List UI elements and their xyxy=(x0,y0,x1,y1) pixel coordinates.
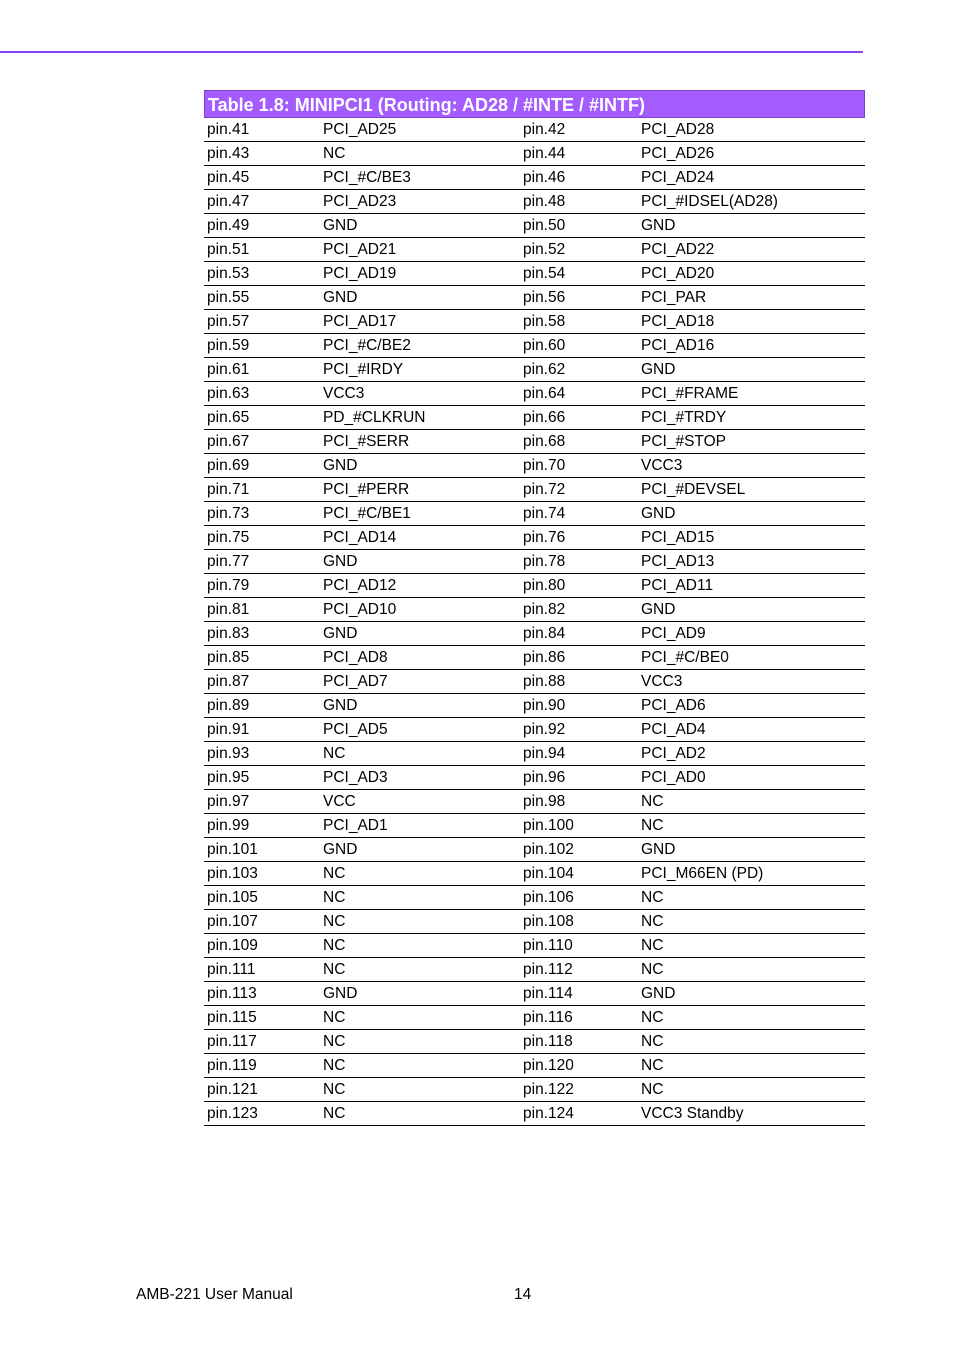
signal-right-cell: PCI_#C/BE0 xyxy=(638,646,865,670)
signal-left-cell: PCI_AD7 xyxy=(320,670,520,694)
table-row xyxy=(204,502,865,526)
pin-left-cell: pin.85 xyxy=(204,646,320,670)
pin-left-cell: pin.115 xyxy=(204,1006,320,1030)
signal-left-cell: PCI_#C/BE1 xyxy=(320,502,520,526)
signal-right-cell: PCI_AD0 xyxy=(638,766,865,790)
table-row xyxy=(204,382,865,406)
pin-right-cell: pin.84 xyxy=(520,622,638,646)
signal-right-cell: PCI_AD20 xyxy=(638,262,865,286)
pin-left-cell: pin.87 xyxy=(204,670,320,694)
pin-left-cell: pin.71 xyxy=(204,478,320,502)
table-row xyxy=(204,742,865,766)
signal-right-cell: NC xyxy=(638,814,865,838)
pin-right-cell: pin.116 xyxy=(520,1006,638,1030)
signal-left-cell: GND xyxy=(320,550,520,574)
pin-right-cell: pin.52 xyxy=(520,238,638,262)
pin-left-cell: pin.69 xyxy=(204,454,320,478)
signal-left-cell: GND xyxy=(320,982,520,1006)
signal-right-cell: PCI_#STOP xyxy=(638,430,865,454)
signal-left-cell: GND xyxy=(320,286,520,310)
signal-left-cell: GND xyxy=(320,622,520,646)
pin-left-cell: pin.51 xyxy=(204,238,320,262)
signal-left-cell: NC xyxy=(320,1102,520,1126)
signal-left-cell: NC xyxy=(320,910,520,934)
signal-left-cell: PCI_AD25 xyxy=(320,118,520,142)
signal-right-cell: PCI_AD15 xyxy=(638,526,865,550)
pin-left-cell: pin.53 xyxy=(204,262,320,286)
page-number: 14 xyxy=(514,1286,532,1303)
signal-right-cell: PCI_#IDSEL(AD28) xyxy=(638,190,865,214)
table-row xyxy=(204,958,865,982)
table-row xyxy=(204,862,865,886)
pin-right-cell: pin.96 xyxy=(520,766,638,790)
pin-left-cell: pin.75 xyxy=(204,526,320,550)
table-row xyxy=(204,1030,865,1054)
pin-left-cell: pin.105 xyxy=(204,886,320,910)
pin-right-cell: pin.82 xyxy=(520,598,638,622)
pin-right-cell: pin.94 xyxy=(520,742,638,766)
table-row xyxy=(204,190,865,214)
signal-left-cell: VCC xyxy=(320,790,520,814)
pin-left-cell: pin.61 xyxy=(204,358,320,382)
table-row xyxy=(204,766,865,790)
pin-left-cell: pin.83 xyxy=(204,622,320,646)
signal-right-cell: PCI_PAR xyxy=(638,286,865,310)
pin-right-cell: pin.120 xyxy=(520,1054,638,1078)
table-row xyxy=(204,478,865,502)
pin-right-cell: pin.92 xyxy=(520,718,638,742)
pin-right-cell: pin.76 xyxy=(520,526,638,550)
pin-right-cell: pin.100 xyxy=(520,814,638,838)
signal-right-cell: NC xyxy=(638,1078,865,1102)
pin-right-cell: pin.64 xyxy=(520,382,638,406)
signal-right-cell: NC xyxy=(638,934,865,958)
signal-right-cell: PCI_AD11 xyxy=(638,574,865,598)
table-row xyxy=(204,790,865,814)
signal-right-cell: GND xyxy=(638,214,865,238)
signal-right-cell: PCI_AD2 xyxy=(638,742,865,766)
table-row xyxy=(204,814,865,838)
signal-left-cell: PCI_AD5 xyxy=(320,718,520,742)
pin-right-cell: pin.110 xyxy=(520,934,638,958)
pin-left-cell: pin.77 xyxy=(204,550,320,574)
signal-right-cell: PCI_AD18 xyxy=(638,310,865,334)
pin-right-cell: pin.124 xyxy=(520,1102,638,1126)
pin-left-cell: pin.47 xyxy=(204,190,320,214)
signal-right-cell: PCI_AD6 xyxy=(638,694,865,718)
pin-right-cell: pin.70 xyxy=(520,454,638,478)
minipci-pin-table xyxy=(204,90,865,1126)
table-row xyxy=(204,406,865,430)
pin-right-cell: pin.54 xyxy=(520,262,638,286)
signal-right-cell: GND xyxy=(638,502,865,526)
pin-left-cell: pin.113 xyxy=(204,982,320,1006)
pin-right-cell: pin.42 xyxy=(520,118,638,142)
signal-left-cell: PCI_AD12 xyxy=(320,574,520,598)
table-row xyxy=(204,982,865,1006)
pin-right-cell: pin.44 xyxy=(520,142,638,166)
pin-right-cell: pin.106 xyxy=(520,886,638,910)
signal-left-cell: GND xyxy=(320,214,520,238)
signal-left-cell: PCI_#C/BE3 xyxy=(320,166,520,190)
signal-left-cell: PCI_AD10 xyxy=(320,598,520,622)
pin-right-cell: pin.104 xyxy=(520,862,638,886)
signal-left-cell: GND xyxy=(320,454,520,478)
pin-left-cell: pin.63 xyxy=(204,382,320,406)
table-row xyxy=(204,694,865,718)
table-row xyxy=(204,646,865,670)
signal-left-cell: PCI_#C/BE2 xyxy=(320,334,520,358)
signal-right-cell: GND xyxy=(638,838,865,862)
table-row xyxy=(204,262,865,286)
table-row xyxy=(204,334,865,358)
table-row xyxy=(204,934,865,958)
table-row xyxy=(204,310,865,334)
pin-left-cell: pin.59 xyxy=(204,334,320,358)
pin-left-cell: pin.81 xyxy=(204,598,320,622)
pin-left-cell: pin.57 xyxy=(204,310,320,334)
table-row xyxy=(204,1054,865,1078)
pin-right-cell: pin.66 xyxy=(520,406,638,430)
pin-left-cell: pin.97 xyxy=(204,790,320,814)
table-row xyxy=(204,286,865,310)
signal-right-cell: PCI_M66EN (PD) xyxy=(638,862,865,886)
signal-left-cell: PCI_AD21 xyxy=(320,238,520,262)
signal-left-cell: NC xyxy=(320,886,520,910)
signal-right-cell: VCC3 Standby xyxy=(638,1102,865,1126)
signal-right-cell: PCI_AD26 xyxy=(638,142,865,166)
pin-right-cell: pin.68 xyxy=(520,430,638,454)
table-row xyxy=(204,1006,865,1030)
pin-right-cell: pin.74 xyxy=(520,502,638,526)
signal-right-cell: PCI_AD16 xyxy=(638,334,865,358)
signal-right-cell: PCI_#TRDY xyxy=(638,406,865,430)
signal-right-cell: PCI_#DEVSEL xyxy=(638,478,865,502)
signal-left-cell: PCI_AD19 xyxy=(320,262,520,286)
pin-left-cell: pin.107 xyxy=(204,910,320,934)
table-row xyxy=(204,622,865,646)
pin-left-cell: pin.109 xyxy=(204,934,320,958)
pin-left-cell: pin.101 xyxy=(204,838,320,862)
pin-left-cell: pin.79 xyxy=(204,574,320,598)
pin-right-cell: pin.122 xyxy=(520,1078,638,1102)
header-rule xyxy=(0,51,863,53)
signal-left-cell: NC xyxy=(320,1054,520,1078)
pin-right-cell: pin.62 xyxy=(520,358,638,382)
signal-left-cell: PCI_AD8 xyxy=(320,646,520,670)
pin-left-cell: pin.91 xyxy=(204,718,320,742)
pin-right-cell: pin.102 xyxy=(520,838,638,862)
table-row xyxy=(204,118,865,142)
pin-left-cell: pin.41 xyxy=(204,118,320,142)
table-row xyxy=(204,886,865,910)
pin-left-cell: pin.123 xyxy=(204,1102,320,1126)
signal-right-cell: PCI_AD24 xyxy=(638,166,865,190)
pin-right-cell: pin.50 xyxy=(520,214,638,238)
table-row xyxy=(204,1078,865,1102)
pin-left-cell: pin.65 xyxy=(204,406,320,430)
pin-right-cell: pin.46 xyxy=(520,166,638,190)
pin-left-cell: pin.99 xyxy=(204,814,320,838)
pin-left-cell: pin.55 xyxy=(204,286,320,310)
table-row xyxy=(204,718,865,742)
pin-right-cell: pin.80 xyxy=(520,574,638,598)
pin-left-cell: pin.103 xyxy=(204,862,320,886)
pin-right-cell: pin.58 xyxy=(520,310,638,334)
signal-left-cell: PD_#CLKRUN xyxy=(320,406,520,430)
signal-right-cell: NC xyxy=(638,1006,865,1030)
pin-left-cell: pin.49 xyxy=(204,214,320,238)
pin-left-cell: pin.43 xyxy=(204,142,320,166)
signal-right-cell: NC xyxy=(638,1054,865,1078)
table-row xyxy=(204,238,865,262)
pin-right-cell: pin.118 xyxy=(520,1030,638,1054)
signal-left-cell: PCI_AD3 xyxy=(320,766,520,790)
pin-right-cell: pin.88 xyxy=(520,670,638,694)
pin-right-cell: pin.56 xyxy=(520,286,638,310)
pin-left-cell: pin.73 xyxy=(204,502,320,526)
table-row xyxy=(204,550,865,574)
pin-right-cell: pin.114 xyxy=(520,982,638,1006)
signal-left-cell: PCI_#SERR xyxy=(320,430,520,454)
pin-left-cell: pin.121 xyxy=(204,1078,320,1102)
signal-left-cell: VCC3 xyxy=(320,382,520,406)
signal-right-cell: NC xyxy=(638,910,865,934)
pin-right-cell: pin.90 xyxy=(520,694,638,718)
signal-left-cell: NC xyxy=(320,742,520,766)
pin-right-cell: pin.98 xyxy=(520,790,638,814)
signal-right-cell: NC xyxy=(638,958,865,982)
table-row xyxy=(204,1102,865,1126)
pin-left-cell: pin.67 xyxy=(204,430,320,454)
pin-right-cell: pin.48 xyxy=(520,190,638,214)
table-row xyxy=(204,166,865,190)
signal-right-cell: NC xyxy=(638,790,865,814)
table-row xyxy=(204,214,865,238)
signal-right-cell: PCI_AD13 xyxy=(638,550,865,574)
signal-right-cell: GND xyxy=(638,598,865,622)
signal-right-cell: PCI_AD4 xyxy=(638,718,865,742)
signal-left-cell: GND xyxy=(320,838,520,862)
signal-left-cell: NC xyxy=(320,1078,520,1102)
signal-left-cell: PCI_#PERR xyxy=(320,478,520,502)
table-row xyxy=(204,358,865,382)
signal-left-cell: GND xyxy=(320,694,520,718)
footer-manual-title: AMB-221 User Manual xyxy=(136,1286,293,1303)
signal-left-cell: NC xyxy=(320,862,520,886)
signal-right-cell: PCI_AD28 xyxy=(638,118,865,142)
signal-right-cell: VCC3 xyxy=(638,454,865,478)
signal-left-cell: NC xyxy=(320,958,520,982)
signal-left-cell: NC xyxy=(320,142,520,166)
signal-right-cell: NC xyxy=(638,1030,865,1054)
pin-left-cell: pin.117 xyxy=(204,1030,320,1054)
signal-right-cell: GND xyxy=(638,982,865,1006)
signal-left-cell: PCI_AD1 xyxy=(320,814,520,838)
signal-left-cell: NC xyxy=(320,1006,520,1030)
pin-left-cell: pin.89 xyxy=(204,694,320,718)
signal-right-cell: VCC3 xyxy=(638,670,865,694)
signal-right-cell: PCI_AD22 xyxy=(638,238,865,262)
signal-left-cell: PCI_AD14 xyxy=(320,526,520,550)
signal-left-cell: PCI_AD23 xyxy=(320,190,520,214)
table-title: Table 1.8: MINIPCI1 (Routing: AD28 / #INTE / #INTF) xyxy=(204,90,865,118)
table-row xyxy=(204,430,865,454)
pin-right-cell: pin.78 xyxy=(520,550,638,574)
table-row xyxy=(204,142,865,166)
pin-left-cell: pin.119 xyxy=(204,1054,320,1078)
signal-left-cell: NC xyxy=(320,934,520,958)
signal-left-cell: PCI_#IRDY xyxy=(320,358,520,382)
table-row xyxy=(204,526,865,550)
pin-left-cell: pin.95 xyxy=(204,766,320,790)
table-row xyxy=(204,910,865,934)
signal-right-cell: NC xyxy=(638,886,865,910)
signal-right-cell: PCI_#FRAME xyxy=(638,382,865,406)
pin-right-cell: pin.60 xyxy=(520,334,638,358)
pin-right-cell: pin.72 xyxy=(520,478,638,502)
table-row xyxy=(204,838,865,862)
signal-right-cell: GND xyxy=(638,358,865,382)
table-row xyxy=(204,454,865,478)
signal-left-cell: PCI_AD17 xyxy=(320,310,520,334)
signal-right-cell: PCI_AD9 xyxy=(638,622,865,646)
table-row xyxy=(204,670,865,694)
table-row xyxy=(204,574,865,598)
pin-left-cell: pin.111 xyxy=(204,958,320,982)
pin-left-cell: pin.45 xyxy=(204,166,320,190)
pin-left-cell: pin.93 xyxy=(204,742,320,766)
pin-right-cell: pin.86 xyxy=(520,646,638,670)
signal-left-cell: NC xyxy=(320,1030,520,1054)
table-body xyxy=(204,118,865,1126)
table-row xyxy=(204,598,865,622)
pin-right-cell: pin.112 xyxy=(520,958,638,982)
pin-right-cell: pin.108 xyxy=(520,910,638,934)
